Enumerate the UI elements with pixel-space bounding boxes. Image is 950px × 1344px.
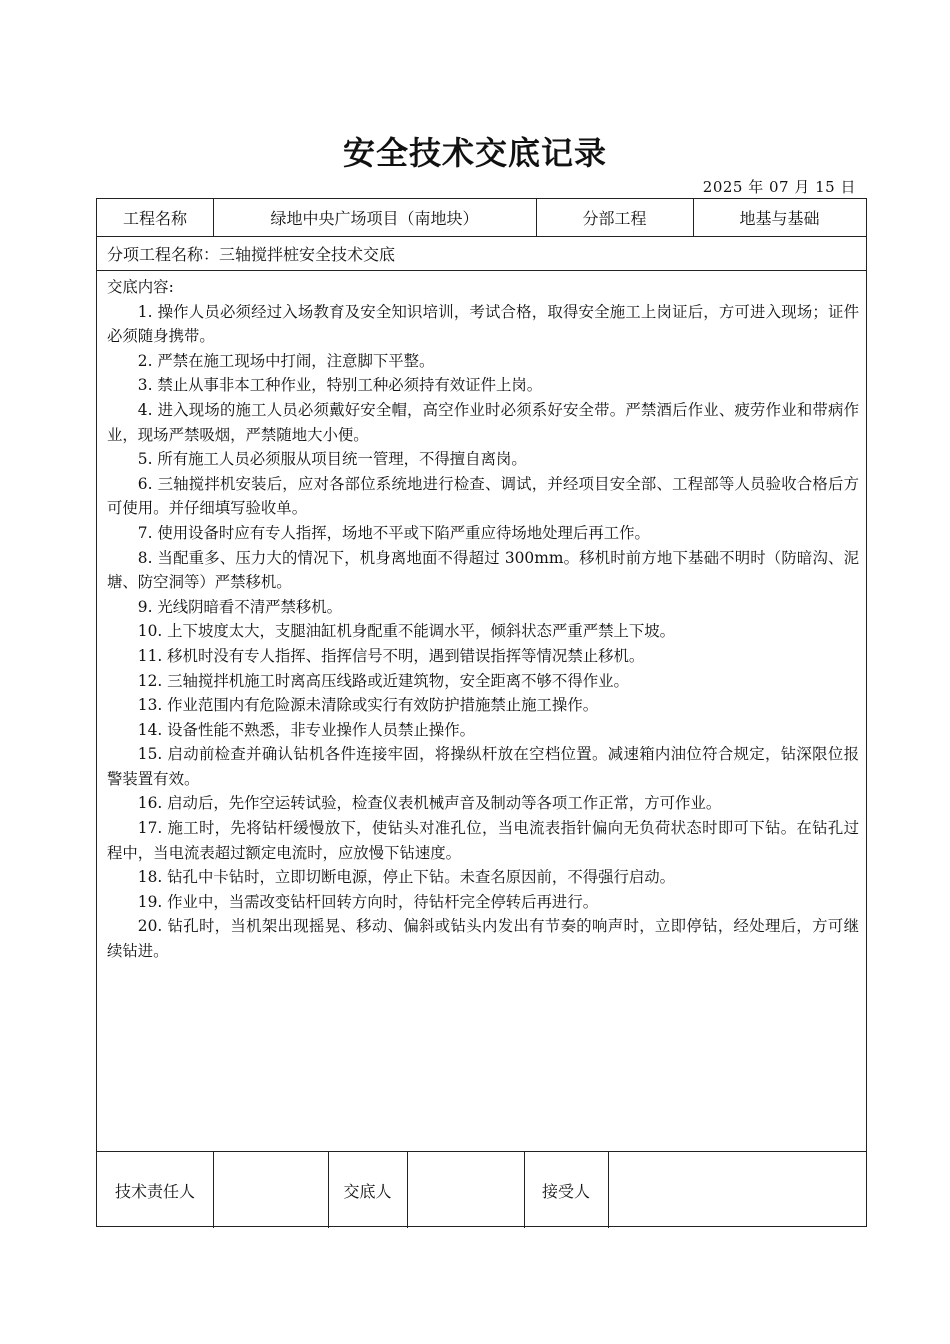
content-item: 6. 三轴搅拌机安装后，应对各部位系统地进行检查、调试，并经项目安全部、工程部等人员验收合格后方可使用。并仔细填写验收单。 [107, 474, 859, 518]
content-item: 3. 禁止从事非本工种作业，特别工种必须持有效证件上岗。 [137, 376, 543, 395]
document-date: 2025 年 07 月 15 日 [702, 178, 856, 196]
division-label: 分部工程 [582, 209, 647, 228]
disclosure-content [107, 275, 859, 964]
content-item: 20. 钻孔时，当机架出现摇晃、移动、偏斜或钻头内发出有节奏的响声时，立即停钻，经处理后，方可继续钻进。 [107, 917, 859, 961]
content-item: 4. 进入现场的施工人员必须戴好安全帽，高空作业时必须系好安全带。严禁酒后作业、疲劳作业和带病作业，现场严禁吸烟，严禁随地大小便。 [107, 400, 859, 444]
content-item: 14. 设备性能不熟悉，非专业操作人员禁止操作。 [137, 720, 475, 739]
content-item: 2. 严禁在施工现场中打闹，注意脚下平整。 [137, 351, 435, 370]
tech-responsible-label: 技术责任人 [114, 1181, 195, 1201]
content-item: 12. 三轴搅拌机施工时离高压线路或近建筑物，安全距离不够不得作业。 [137, 671, 629, 690]
content-item: 17. 施工时，先将钻杆缓慢放下，使钻头对准孔位，当电流表指针偏向无负荷状态时即可下钻。在钻孔过程中，当电流表超过额定电流时，应放慢下钻速度。 [107, 819, 859, 862]
content-item: 18. 钻孔中卡钻时，立即切断电源，停止下钻。未查名原因前，不得强行启动。 [137, 868, 676, 887]
content-item: 15. 启动前检查并确认钻机各件连接牢固，将操纵杆放在空档位置。减速箱内油位符合规定，钻深限位报警装置有效。 [107, 745, 859, 788]
signature-row [97, 1151, 866, 1228]
record-table [96, 198, 867, 1227]
project-name-value: 绿地中央广场项目（南地块） [270, 209, 479, 228]
content-item: 16. 启动后，先作空运转试验，检查仪表机械声音及制动等各项工作正常，方可作业。 [137, 794, 722, 813]
content-item: 10. 上下坡度太大，支腿油缸机身配重不能调水平，倾斜状态严重严禁上下坡。 [137, 622, 676, 641]
project-name-label: 工程名称 [122, 209, 187, 228]
content-item: 5. 所有施工人员必须服从项目统一管理，不得擅自离岗。 [137, 450, 527, 469]
content-item: 13. 作业范围内有危险源未清除或实行有效防护措施禁止施工操作。 [137, 696, 599, 715]
receiver-label: 接受人 [541, 1181, 590, 1201]
subitem-row [97, 236, 866, 271]
content-item: 19. 作业中，当需改变钻杆回转方向时，待钻杆完全停转后再进行。 [137, 892, 599, 911]
tech-responsible-field[interactable] [213, 1152, 328, 1228]
header-row [97, 199, 866, 237]
content-item: 1. 操作人员必须经过入场教育及安全知识培训，考试合格，取得安全施工上岗证后，方可进入现场；证件必须随身携带。 [107, 302, 859, 346]
division-value: 地基与基础 [739, 209, 820, 228]
content-item: 8. 当配重多、压力大的情况下，机身离地面不得超过 300mm。移机时前方地下基础不明时（防暗沟、泥塘、防空洞等）严禁移机。 [107, 548, 859, 592]
subitem-name: 分项工程名称：三轴搅拌桩安全技术交底 [107, 244, 396, 264]
content-item: 7. 使用设备时应有专人指挥，场地不平或下陷严重应待场地处理后再工作。 [137, 523, 650, 542]
content-item: 9. 光线阴暗看不清严禁移机。 [137, 597, 343, 616]
receiver-field[interactable] [608, 1152, 866, 1228]
content-item: 11. 移机时没有专人指挥、指挥信号不明，遇到错误指挥等情况禁止移机。 [137, 646, 645, 665]
discloser-field[interactable] [407, 1152, 524, 1228]
content-heading: 交底内容: [107, 278, 174, 296]
discloser-label: 交底人 [343, 1181, 392, 1201]
document-title: 安全技术交底记录 [342, 134, 607, 172]
